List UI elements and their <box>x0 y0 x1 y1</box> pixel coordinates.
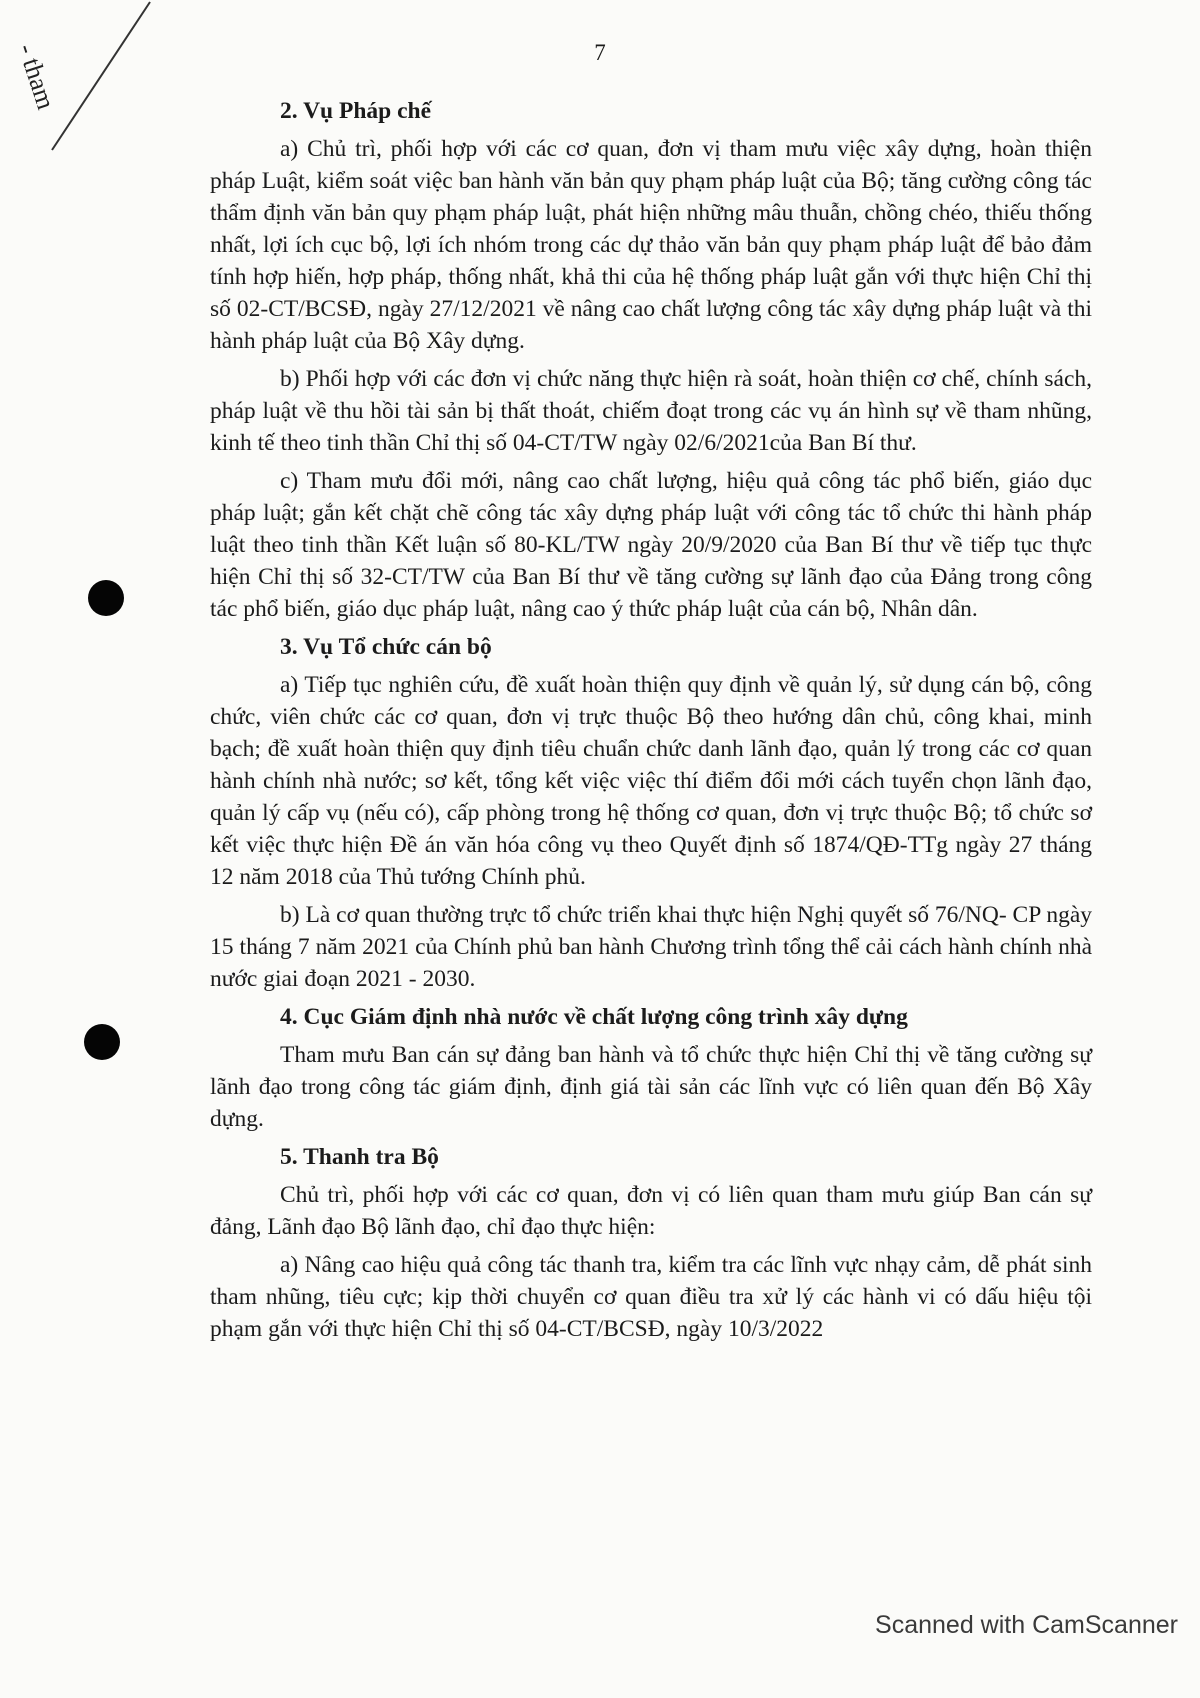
section-cuc-giam-dinh <box>210 1001 1092 1135</box>
punch-hole <box>88 580 124 616</box>
scanner-watermark: Scanned with CamScanner <box>875 1611 1178 1639</box>
punch-hole <box>84 1024 120 1060</box>
paragraph: a) Tiếp tục nghiên cứu, đề xuất hoàn thiện quy định về quản lý, sử dụng cán bộ, công chức, viên chức các cơ quan, đơn vị trực thuộc Bộ theo hướng dân chủ, công khai, minh bạch; đề xuất hoàn thiện quy định tiêu chuẩn chức danh lãnh đạo, quản lý trong các cơ quan hành chính nhà nước; sơ kết, tổng kết việc việc thí điểm đổi mới cách tuyển chọn lãnh đạo, quản lý cấp vụ (nếu có), cấp phòng trong hệ thống cơ quan, đơn vị trực thuộc Bộ; tổ chức sơ kết việc thực hiện Đề án văn hóa công vụ theo Quyết định số 1874/QĐ-TTg ngày 27 tháng 12 năm 2018 của Thủ tướng Chính phủ. <box>210 672 1092 890</box>
paragraph: b) Phối hợp với các đơn vị chức năng thực hiện rà soát, hoàn thiện cơ chế, chính sách, pháp luật về thu hồi tài sản bị thất thoát, chiếm đoạt trong các vụ án hình sự về tham nhũng, kinh tế theo tinh thần Chỉ thị số 04-CT/TW ngày 02/6/2021của Ban Bí thư. <box>210 366 1092 456</box>
section-heading: 2. Vụ Pháp chế <box>280 98 432 124</box>
paragraph: Tham mưu Ban cán sự đảng ban hành và tổ chức thực hiện Chỉ thị về tăng cường sự lãnh đạo trong công tác giám định, định giá tài sản các lĩnh vực có liên quan đến Bộ Xây dựng. <box>210 1042 1092 1132</box>
paragraph: Chủ trì, phối hợp với các cơ quan, đơn vị có liên quan tham mưu giúp Ban cán sự đảng, Lãnh đạo Bộ lãnh đạo, chỉ đạo thực hiện: <box>210 1182 1092 1240</box>
paragraph: a) Chủ trì, phối hợp với các cơ quan, đơn vị tham mưu việc xây dựng, hoàn thiện pháp Luật, kiểm soát việc ban hành văn bản quy phạm pháp luật của Bộ; tăng cường công tác thẩm định văn bản quy phạm pháp luật, phát hiện những mâu thuẫn, chồng chéo, thiếu thống nhất, lợi ích cục bộ, lợi ích nhóm trong các dự thảo văn bản quy phạm pháp luật để bảo đảm tính hợp hiến, hợp pháp, thống nhất, khả thi của hệ thống pháp luật gắn với thực hiện Chỉ thị số 02-CT/BCSĐ, ngày 27/12/2021 về nâng cao chất lượng công tác xây dựng pháp luật và thi hành pháp luật của Bộ Xây dựng. <box>210 136 1092 354</box>
section-heading: 4. Cục Giám định nhà nước về chất lượng công trình xây dựng <box>280 1004 908 1030</box>
section-thanh-tra-bo <box>210 1141 1092 1345</box>
margin-pen-stroke <box>50 0 160 160</box>
margin-note: - tham <box>12 40 61 113</box>
document-body <box>210 95 1092 1351</box>
section-heading: 3. Vụ Tổ chức cán bộ <box>280 634 492 660</box>
section-vu-to-chuc-can-bo <box>210 631 1092 995</box>
paragraph: c) Tham mưu đổi mới, nâng cao chất lượng, hiệu quả công tác phổ biến, giáo dục pháp luật; gắn kết chặt chẽ công tác xây dựng pháp luật với công tác tổ chức thi hành pháp luật theo tinh thần Kết luận số 80-KL/TW ngày 20/9/2020 của Ban Bí thư về tiếp tục thực hiện Chỉ thị số 32-CT/TW của Ban Bí thư về tăng cường sự lãnh đạo của Đảng trong công tác phổ biến, giáo dục pháp luật, nâng cao ý thức pháp luật của cán bộ, Nhân dân. <box>210 468 1092 622</box>
paragraph: b) Là cơ quan thường trực tổ chức triển khai thực hiện Nghị quyết số 76/NQ- CP ngày 15 tháng 7 năm 2021 của Chính phủ ban hành Chương trình tổng thể cải cách hành chính nhà nước giai đoạn 2021 - 2030. <box>210 902 1092 992</box>
paragraph: a) Nâng cao hiệu quả công tác thanh tra, kiểm tra các lĩnh vực nhạy cảm, dễ phát sinh tham nhũng, tiêu cực; kịp thời chuyển cơ quan điều tra xử lý các hành vi có dấu hiệu tội phạm gắn với thực hiện Chỉ thị số 04-CT/BCSĐ, ngày 10/3/2022 <box>210 1252 1092 1342</box>
section-heading: 5. Thanh tra Bộ <box>280 1144 439 1170</box>
page-number: 7 <box>594 40 606 65</box>
section-vu-phap-che <box>210 95 1092 625</box>
